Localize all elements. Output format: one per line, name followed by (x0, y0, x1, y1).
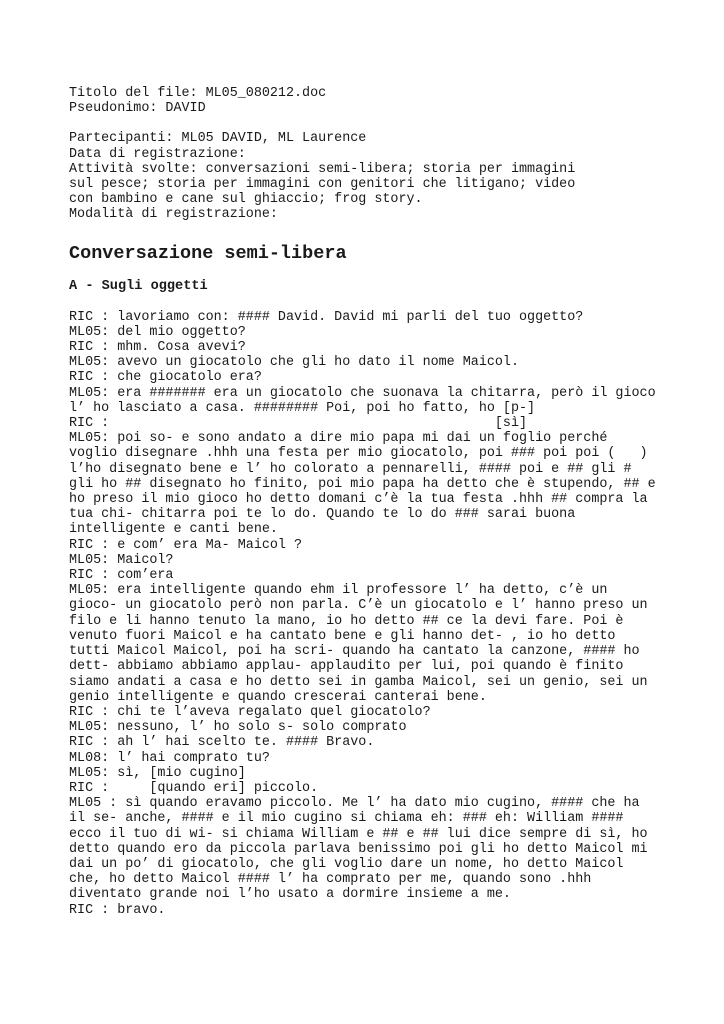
transcript-line: ML05: avevo un giocatolo che gli ho dato il nome Maicol. (69, 355, 519, 371)
transcript-line: RIC : com’era (69, 568, 174, 584)
transcript-line: RIC : lavoriamo con: #### David. David mi parli del tuo oggetto? (69, 309, 584, 325)
transcript-line: l’ho disegnato bene e l’ ho colorato a pennarelli, #### poi e ## gli # (69, 461, 632, 477)
transcript-line: diventato grande noi l’ho usato a dormire insieme a me. (69, 887, 511, 903)
transcript-line: detto quando ero da piccola parlava benissimo poi gli ho detto Maicol mi (69, 841, 648, 857)
transcript-line: ecco il tuo di wi- si chiama William e ## e ## lui dice sempre di sì, ho (69, 826, 648, 842)
section-subtitle: A - Sugli oggetti (69, 278, 208, 294)
transcript-line: gioco- un giocatolo però non parla. C’è un giocatolo e l’ hanno preso un (69, 598, 648, 614)
transcript-line: voglio disegnare .hhh una festa per mio giocatolo, poi ### poi poi ( ) (69, 446, 648, 462)
transcript-line: il se- anche, #### e il mio cugino si chiama eh: ### eh: William #### (69, 811, 624, 827)
transcript-line: ML05 : sì quando eravamo piccolo. Me l’ ha dato mio cugino, #### che ha (69, 796, 640, 812)
transcript-line: siamo andati a casa e ho detto sei in gamba Maicol, sei un genio, sei un (69, 674, 648, 690)
activities-line: con bambino e cane sul ghiaccio; frog story. (69, 192, 423, 208)
participants-line: Partecipanti: ML05 DAVID, ML Laurence (69, 131, 367, 147)
transcript-line: RIC : ah l’ hai scelto te. #### Bravo. (69, 735, 375, 751)
transcript-line: RIC : che giocatolo era? (69, 370, 262, 386)
transcript-line: ho preso il mio gioco ho detto domani c’è la tua festa .hhh ## compra la (69, 492, 648, 508)
transcript-line: filo e li hanno tenuto la mano, io ho detto ## ce la devi fare. Poi è (69, 613, 624, 629)
transcript-line: RIC : e com’ era Ma- Maicol ? (69, 537, 303, 553)
recording-date-line: Data di registrazione: (69, 146, 246, 162)
activities-line: Attività svolte: conversazioni semi-libera; storia per immagini (69, 161, 576, 177)
transcript-line: ML08: l’ hai comprato tu? (69, 750, 270, 766)
transcript-line: RIC : chi te l’aveva regalato quel giocatolo? (69, 704, 431, 720)
transcript-line: ML05: del mio oggetto? (69, 324, 246, 340)
file-header (69, 86, 689, 116)
transcript-line: ML05: Maicol? (69, 552, 174, 568)
recording-mode-line: Modalità di registrazione: (69, 207, 278, 223)
document-content (69, 86, 689, 918)
transcript-line: RIC : [quando eri] piccolo. (69, 780, 319, 796)
transcript-line: intelligente e canti bene. (69, 522, 278, 538)
transcript-line: ML05: poi so- e sono andato a dire mio papa mi dai un foglio perché (69, 431, 608, 447)
transcript-line: gli ho ## disegnato ho finito, poi mio papa ha detto che è stupendo, ## e (69, 476, 656, 492)
transcript-line: dai un po’ di giocatolo, che gli voglio dare un nome, ho detto Maicol (69, 856, 624, 872)
transcript-line: RIC : [sì] (69, 416, 528, 432)
transcript-line: ML05: nessuno, l’ ho solo s- solo comprato (69, 720, 407, 736)
transcript-line: che, ho detto Maicol #### l’ ha comprato per me, quando sono .hhh (69, 872, 592, 888)
activities-line: sul pesce; storia per immagini con genitori che litigano; video (69, 177, 576, 193)
pseudonym-line: Pseudonimo: DAVID (69, 101, 206, 117)
transcript-line: ML05: era intelligente quando ehm il professore l’ ha detto, c’è un (69, 583, 608, 599)
transcript-line: genio intelligente e quando crescerai canterai bene. (69, 689, 487, 705)
transcript-line: venuto fuori Maicol e ha cantato bene e gli hanno det- , io ho detto (69, 628, 616, 644)
transcript-line: ML05: sì, [mio cugino] (69, 765, 246, 781)
transcript-line: ML05: era ####### era un giocatolo che suonava la chitarra, però il gioco (69, 385, 656, 401)
file-title-line: Titolo del file: ML05_080212.doc (69, 86, 327, 101)
transcript-line: RIC : mhm. Cosa avevi? (69, 340, 246, 356)
transcript-line: tua chi- chitarra poi te lo do. Quando te lo do ### sarai buona (69, 507, 576, 523)
transcript-line: RIC : bravo. (69, 902, 166, 918)
transcript-line: l’ ho lasciato a casa. ######## Poi, poi ho fatto, ho [p-] (69, 400, 536, 416)
transcript-line: tutti Maicol Maicol, poi ha scri- quando ha cantato la canzone, #### ho (69, 644, 640, 660)
section-title: Conversazione semi-libera (69, 242, 347, 264)
session-metadata (69, 131, 689, 222)
transcript-line: dett- abbiamo abbiamo applau- applaudito per lui, poi quando è finito (69, 659, 624, 675)
transcript (69, 310, 689, 918)
